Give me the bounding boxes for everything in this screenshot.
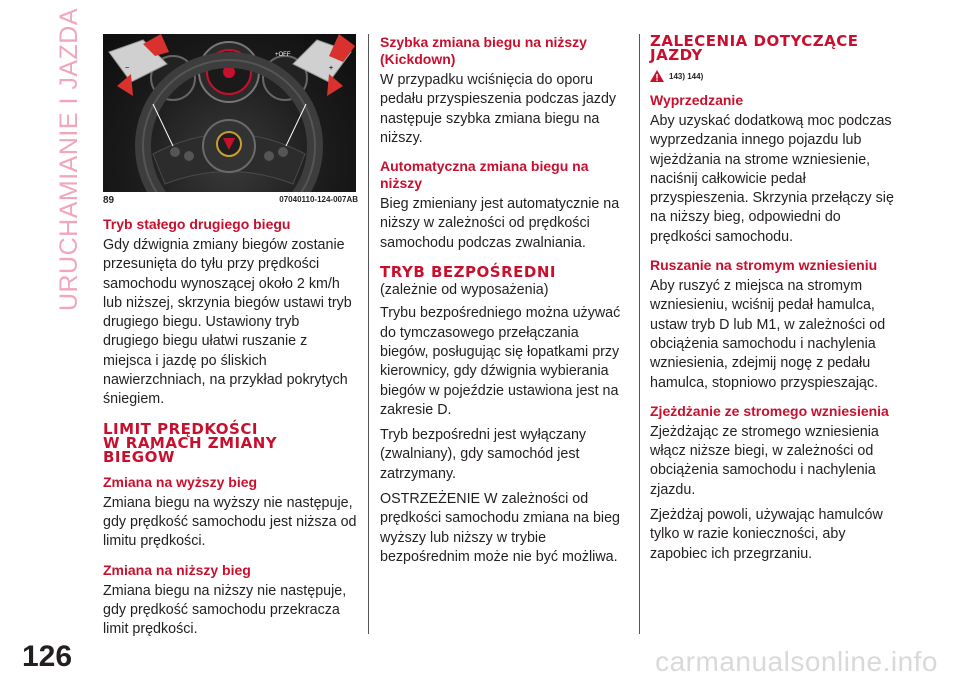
minus-paddle-sign: − (125, 65, 130, 72)
warning-refs: 143) 144) (669, 71, 704, 81)
speed-limit-heading-line-3: BIEGÓW (103, 447, 175, 466)
descent-text-1: Zjeżdżając ze stromego wzniesienia włącz niższe biegi, w zależności od obciążenia samochodu i nachylenia zjazdu. (650, 423, 879, 498)
column-1 (103, 34, 358, 645)
hill-start-heading: Ruszanie na stromym wzniesieniu (650, 257, 878, 274)
figure-caption (103, 195, 358, 206)
kickdown-text: W przypadku wciśnięcia do oporu pedału przyspieszenia podczas jazdy następuje szybka zmiana biegu na niższy. (380, 72, 617, 146)
upshift-text: Zmiana biegu na wyższy nie następuje, gdy prędkość samochodu jest niższa od limitu prędkości. (103, 494, 357, 550)
speed-limit-heading-line-1: LIMIT PRĘDKOŚCI (103, 419, 258, 438)
overtaking-text: Aby uzyskać dodatkową moc podczas wyprzedzania innego pojazdu lub wjeżdżania na strome wzniesienie, naciśnij całkowicie pedał przyspieszenia. Skrzynia przełączy się na niższy bieg, odpowiedni do prędkości samochodu. (650, 113, 894, 245)
section-side-tab (50, 7, 90, 311)
column-divider (368, 34, 369, 634)
fixed-gear-text: Gdy dźwignia zmiany biegów zostanie przesunięta do tyłu przy prędkości samochodu wynoszącej około 2 km/h lub niższej, skrzynia biegów ustawi tryb drugiego biegu. Ustawiony tryb drugiego biegu ułatwi ruszanie z miejsca i jazdę po śliskich nawierzchniach, na przykład pokrytych śniegiem. (103, 237, 352, 408)
descent-text-2: Zjeżdżaj powoli, używając hamulców tylko w razie konieczności, aby zapobiec ich przegrzaniu. (650, 507, 883, 562)
overtaking-heading: Wyprzedzanie (650, 92, 744, 108)
direct-mode-text-2: Tryb bezpośredni jest wyłączany (zwalniany), gdy samochód jest zatrzymany. (380, 427, 587, 482)
warning-triangle-icon (650, 70, 664, 82)
auto-downshift-heading: Automatyczna zmiana biegu na niższy (380, 158, 589, 192)
figure-number: 89 (103, 195, 115, 206)
direct-mode-note: (zależnie od wyposażenia) (380, 282, 549, 299)
upshift-heading: Zmiana na wyższy bieg (103, 473, 258, 490)
direct-mode-warning-text: OSTRZEŻENIE W zależności od prędkości samochodu zmiana na bieg wyższy lub niższy w trybie bezpośrednim może nie być możliwa. (380, 491, 621, 565)
paddle-label: +OFF (275, 52, 291, 58)
driving-tips-heading (650, 34, 900, 62)
downshift-heading: Zmiana na niższy bieg (103, 561, 251, 578)
column-2 (380, 34, 630, 573)
section-title: URUCHAMIANIE I JAZDA (55, 7, 84, 311)
fixed-gear-heading: Tryb stałego drugiego biegu (103, 216, 291, 232)
watermark: carmanualsonline.info (655, 646, 938, 677)
driving-tips-heading-line-2: JAZDY (650, 46, 703, 64)
column-divider (639, 34, 640, 634)
speed-limit-heading-line-2: W RAMACH ZMIANY (103, 433, 278, 452)
column-3 (650, 34, 900, 570)
driving-tips-heading-line-1: ZALECENIA DOTYCZĄCE (650, 32, 859, 50)
warning-reference (650, 70, 900, 82)
speed-limit-heading (103, 419, 358, 466)
direct-mode-text-1: Trybu bezpośredniego można używać do tymczasowego przełączania biegów, posługując się łopatkami przy kierownicy, gdy dźwignia wybierania biegów w pojeździe ustawiona jest na zakresie D. (380, 305, 621, 418)
figure-code: 07040110-124-007AB (279, 195, 358, 204)
auto-downshift-text: Bieg zmieniany jest automatycznie na niższy w zależności od prędkości samochodu podczas zwalniania. (380, 196, 620, 251)
page-number: 126 (22, 640, 73, 673)
steering-wheel-illustration (103, 34, 356, 192)
plus-paddle-sign: + (329, 65, 334, 72)
descent-heading: Zjeżdżanie ze stromego wzniesienia (650, 402, 889, 419)
steering-wheel-figure (103, 34, 356, 192)
hill-start-text: Aby ruszyć z miejsca na stromym wzniesieniu, wciśnij pedał hamulca, ustaw tryb D lub M1, w zależności od obciążenia samochodu i nachylenia wzniesienia, zdejmij nogę z pedału hamulca, stopniowo przyspieszając. (650, 278, 886, 391)
direct-mode-heading: TRYB BEZPOŚREDNI (380, 263, 556, 282)
kickdown-heading: Szybka zmiana biegu na niższy (Kickdown) (380, 34, 587, 67)
downshift-text: Zmiana biegu na niższy nie następuje, gdy prędkość samochodu przekracza limit prędkości. (103, 582, 347, 638)
